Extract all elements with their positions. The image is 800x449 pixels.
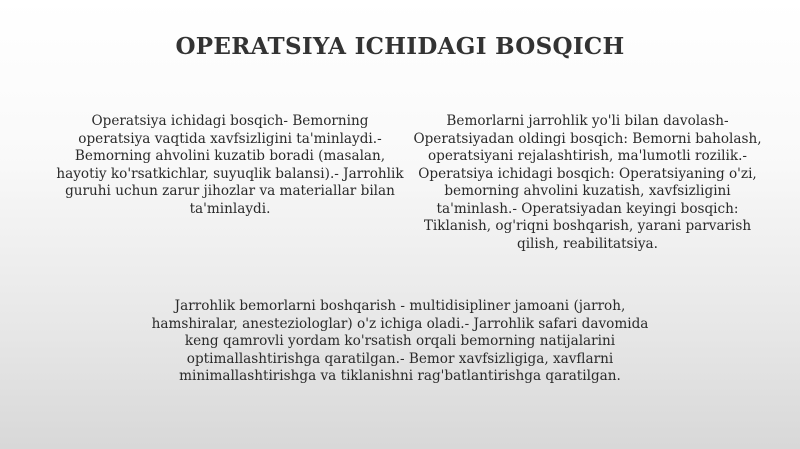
text-block-bottom: Jarrohlik bemorlarni boshqarish - multidisipliner jamoani (jarroh, hamshiralar, anesteziologlar) o'z ichiga oladi.- Jarrohlik safari davomida keng qamrovli yordam ko'rsatish orqali bemorning natijalarini optimallashtirishga qaratilgan.- Bemor xavfsizligiga, xavflarni minimallashtirishga va tiklanishni rag'batlantirishga qaratilgan. bbox=[151, 298, 649, 384]
slide-title: OPERATSIYA ICHIDAGI BOSQICH bbox=[175, 33, 625, 60]
text-block-left: Operatsiya ichidagi bosqich- Bemorning operatsiya vaqtida xavfsizligini ta'minlaydi.- Bemorning ahvolini kuzatib boradi (masalan, hayotiy ko'rsatkichlar, suyuqlik balansi).- Jarrohlik guruhi uchun zarur jihozlar va materiallar bilan ta'minlaydi. bbox=[56, 113, 404, 217]
text-block-right: Bemorlarni jarrohlik yo'li bilan davolash- Operatsiyadan oldingi bosqich: Bemorni baholash, operatsiyani rejalashtirish, ma'lumotli rozilik.- Operatsiya ichidagi bosqich: Operatsiyaning o'zi, bemorning ahvolini kuzatish, xavfsizligini ta'minlash.- Operatsiyadan keyingi bosqich: Tiklanish, og'riqni boshqarish, yarani parvarish qilish, reabilitatsiya. bbox=[413, 113, 762, 252]
